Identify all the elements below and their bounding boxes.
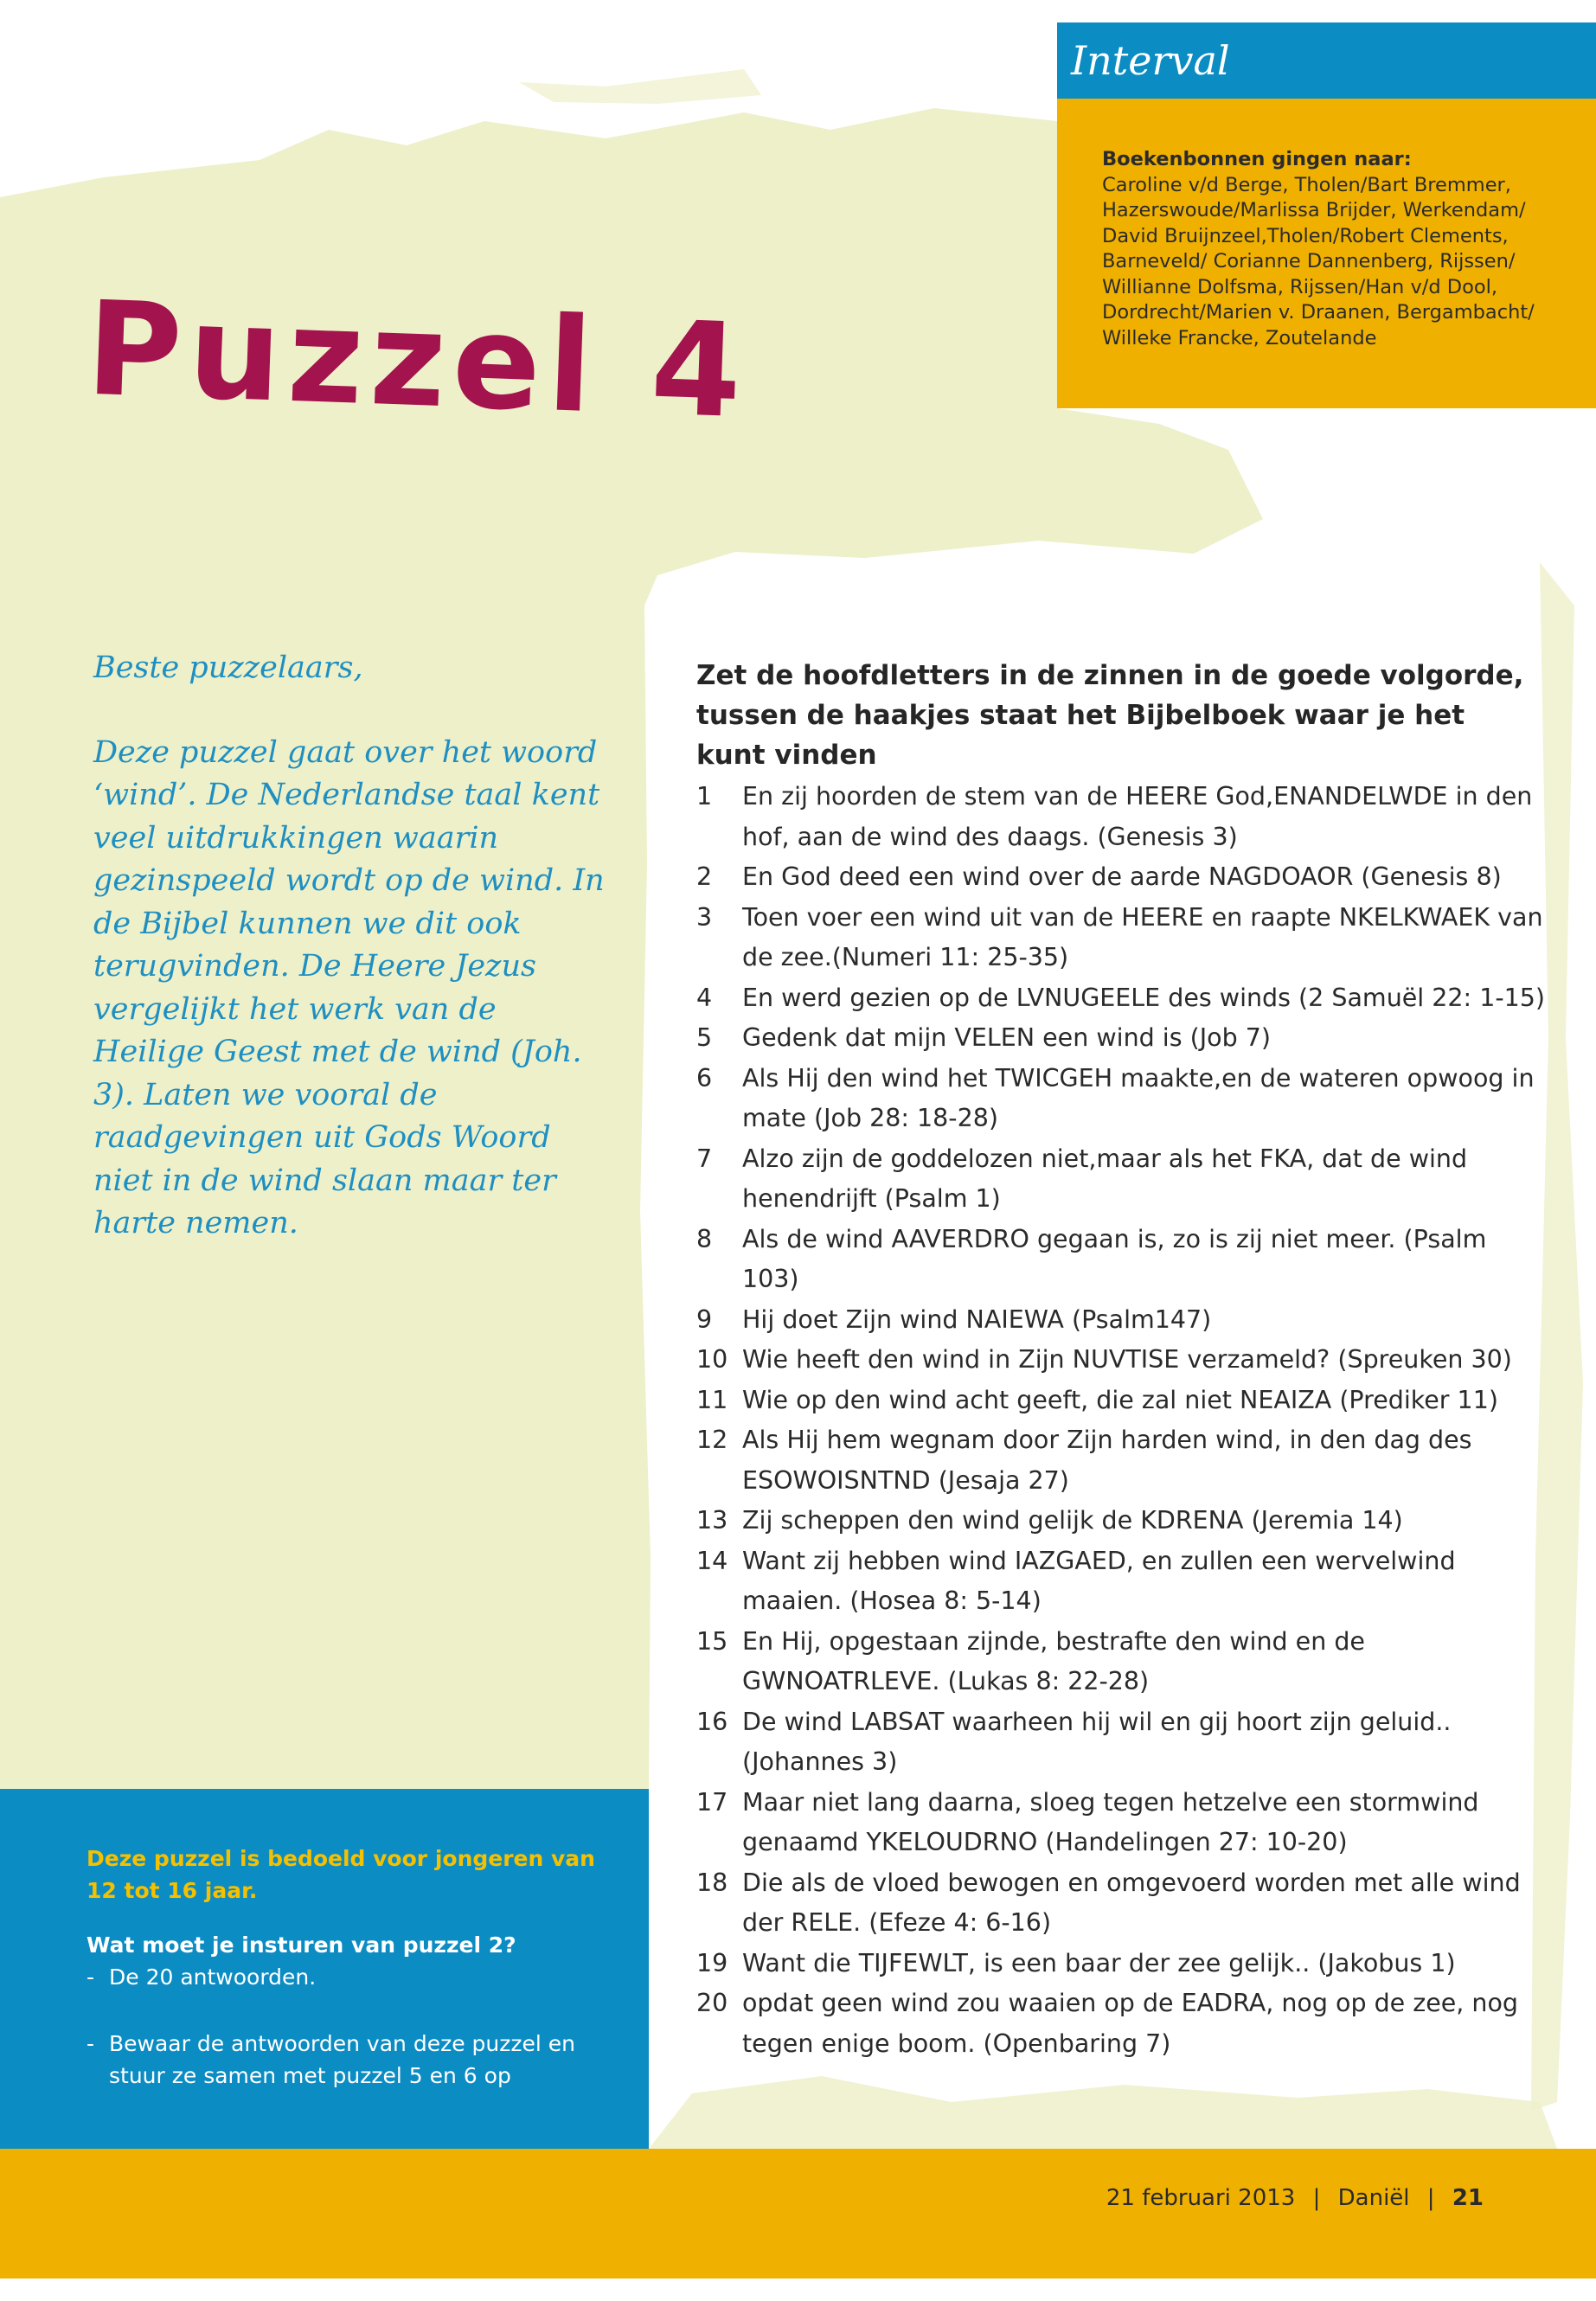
- puzzle-item: [696, 857, 1548, 898]
- interval-box: [1057, 99, 1596, 408]
- puzzle-item-text: Als Hij hem wegnam door Zijn harden wind, in den dag des ESOWOISNTND (Jesaja 27): [742, 1426, 1472, 1495]
- puzzle-item: [696, 978, 1548, 1019]
- puzzle-item-number: 18: [696, 1868, 728, 1897]
- puzzle-item-text: opdat geen wind zou waaien op de EADRA, nog op de zee, nog tegen enige boom. (Openbaring 7): [742, 1989, 1519, 2058]
- puzzle-item-text: De wind LABSAT waarheen hij wil en gij hoort zijn geluid.. (Johannes 3): [742, 1707, 1452, 1776]
- puzzle-item-text: Hij doet Zijn wind NAIEWA (Psalm147): [742, 1304, 1212, 1334]
- puzzle-item-number: 1: [696, 782, 713, 811]
- page-title: Puzzel 4: [84, 273, 751, 448]
- puzzle-item-text: Als de wind AAVERDRO gegaan is, zo is zij niet meer. (Psalm 103): [742, 1224, 1487, 1293]
- intro-body: Deze puzzel gaat over het woord ‘wind’. De Nederlandse taal kent veel uitdrukkingen waarin gezinspeeld wordt op de wind. In de Bijbel kunnen we dit ook terugvinden. De Heere Jezus vergelijkt het werk van de Heilige Geest met de wind (Joh. 3). Laten we vooral de raadgevingen uit Gods Woord niet in de wind slaan maar ter harte nemen.: [93, 734, 605, 1240]
- footer-separator: |: [1426, 2185, 1435, 2211]
- puzzle-item-text: Maar niet lang daarna, sloeg tegen hetzelve een stormwind genaamd YKELOUDRNO (Handelingen 27: 10-20): [742, 1787, 1479, 1856]
- puzzle-item-number: 4: [696, 983, 713, 1012]
- puzzle-item-text: Zij scheppen den wind gelijk de KDRENA (Jeremia 14): [742, 1506, 1403, 1535]
- puzzle-item: [696, 1622, 1548, 1702]
- list-dash: -: [87, 1965, 95, 1990]
- puzzle-item: [696, 1139, 1548, 1220]
- list-item: [87, 2028, 614, 2092]
- puzzle-item: [696, 1018, 1548, 1059]
- puzzle-item-text: En Hij, opgestaan zijnde, bestrafte den wind en de GWNOATRLEVE. (Lukas 8: 22-28): [742, 1626, 1365, 1695]
- footer-magazine: Daniël: [1337, 2185, 1410, 2211]
- puzzle-item: [696, 1501, 1548, 1541]
- info-box: [0, 1789, 649, 2149]
- list-item-text: Bewaar de antwoorden van deze puzzel en stuur ze samen met puzzel 5 en 6 op: [109, 2031, 575, 2088]
- puzzle-item: [696, 1944, 1548, 1984]
- puzzle-list: [696, 777, 1548, 2064]
- puzzle-item-number: 15: [696, 1626, 728, 1656]
- footer-text: [1106, 2185, 1484, 2211]
- puzzle-item-number: 2: [696, 862, 713, 891]
- puzzle-item-text: Als Hij den wind het TWICGEH maakte,en de wateren opwoog in mate (Job 28: 18-28): [742, 1063, 1535, 1132]
- puzzle-item: [696, 1381, 1548, 1421]
- puzzle-item: [696, 1059, 1548, 1139]
- puzzle-item: [696, 1702, 1548, 1783]
- puzzle-item: [696, 1340, 1548, 1381]
- puzzle-item-number: 16: [696, 1707, 728, 1736]
- list-item-text: De 20 antwoorden.: [109, 1965, 317, 1990]
- puzzle-item-text: En werd gezien op de LVNUGEELE des winds (2 Samuël 22: 1-15): [742, 983, 1545, 1012]
- page-number: 21: [1452, 2185, 1484, 2211]
- puzzle-item: [696, 1300, 1548, 1341]
- puzzle-item: [696, 1783, 1548, 1863]
- puzzle-item-number: 11: [696, 1385, 728, 1414]
- puzzle-item-text: Die als de vloed bewogen en omgevoerd worden met alle wind der RELE. (Efeze 4: 6-16): [742, 1868, 1521, 1937]
- puzzle-item-number: 9: [696, 1304, 713, 1334]
- intro-greeting: Beste puzzelaars,: [93, 651, 363, 685]
- footer-separator: |: [1312, 2185, 1321, 2211]
- puzzle-item-number: 3: [696, 902, 713, 932]
- puzzle-item: [696, 1984, 1548, 2064]
- puzzle-item-text: Toen voer een wind uit van de HEERE en raapte NKELKWAEK van de zee.(Numeri 11: 25-35): [742, 902, 1543, 971]
- puzzle-item-text: En zij hoorden de stem van de HEERE God,ENANDELWDE in den hof, aan de wind des daags. (Genesis 3): [742, 782, 1533, 851]
- puzzle-item: [696, 1220, 1548, 1300]
- interval-title: Boekenbonnen gingen naar:: [1102, 148, 1412, 170]
- puzzle-item-number: 8: [696, 1224, 713, 1253]
- puzzle-item-number: 17: [696, 1787, 728, 1817]
- puzzle-item-text: Want die TIJFEWLT, is een baar der zee gelijk.. (Jakobus 1): [742, 1948, 1456, 1977]
- age-notice: Deze puzzel is bedoeld voor jongeren van 12 tot 16 jaar.: [87, 1846, 595, 1903]
- puzzle-item: [696, 1541, 1548, 1622]
- interval-header: Interval: [1057, 22, 1596, 99]
- puzzle-item-text: En God deed een wind over de aarde NAGDOAOR (Genesis 8): [742, 862, 1502, 891]
- puzzle-item-number: 19: [696, 1948, 728, 1977]
- submission-question: Wat moet je insturen van puzzel 2?: [87, 1932, 516, 1958]
- puzzle-item-number: 14: [696, 1546, 728, 1575]
- puzzle-item-text: Alzo zijn de goddelozen niet,maar als het FKA, dat de wind henendrijft (Psalm 1): [742, 1144, 1468, 1213]
- puzzle-item-number: 12: [696, 1426, 728, 1454]
- puzzle-item: [696, 777, 1548, 857]
- puzzle-instructions: Zet de hoofdletters in de zinnen in de goede volgorde, tussen de haakjes staat het Bijbelboek waar je het kunt vinden: [696, 660, 1524, 771]
- puzzle-item-text: Gedenk dat mijn VELEN een wind is (Job 7): [742, 1023, 1271, 1052]
- list-dash: -: [87, 2031, 95, 2056]
- list-item: [87, 1961, 614, 1993]
- puzzle-item-number: 20: [696, 1989, 728, 2017]
- interval-winners-text: Caroline v/d Berge, Tholen/Bart Bremmer, Hazerswoude/Marlissa Brijder, Werkendam/ David Bruijnzeel,Tholen/Robert Clements, Barneveld/ Corianne Dannenberg, Rijssen/ Willianne Dolfsma, Rijssen/Han v/d Dool, Dordrecht/Marien v. Draanen, Bergambacht/ Willeke Francke, Zoutelande: [1102, 173, 1535, 349]
- puzzle-item-text: Wie heeft den wind in Zijn NUVTISE verzameld? (Spreuken 30): [742, 1345, 1512, 1374]
- puzzle-item-number: 10: [696, 1345, 728, 1374]
- puzzle-item-text: Want zij hebben wind IAZGAED, en zullen een wervelwind maaien. (Hosea 8: 5-14): [742, 1546, 1456, 1615]
- puzzle-item-number: 6: [696, 1063, 713, 1093]
- puzzle-item: [696, 1863, 1548, 1944]
- puzzle-item-text: Wie op den wind acht geeft, die zal niet NEAIZA (Prediker 11): [742, 1385, 1498, 1414]
- puzzle-item-number: 5: [696, 1023, 713, 1052]
- footer-bar: [0, 2149, 1596, 2279]
- puzzle-item-number: 13: [696, 1506, 728, 1535]
- intro-text: [93, 647, 612, 1246]
- puzzle-item: [696, 898, 1548, 978]
- puzzle-item-number: 7: [696, 1144, 713, 1173]
- footer-date: 21 februari 2013: [1106, 2185, 1296, 2211]
- puzzle-item: [696, 1420, 1548, 1501]
